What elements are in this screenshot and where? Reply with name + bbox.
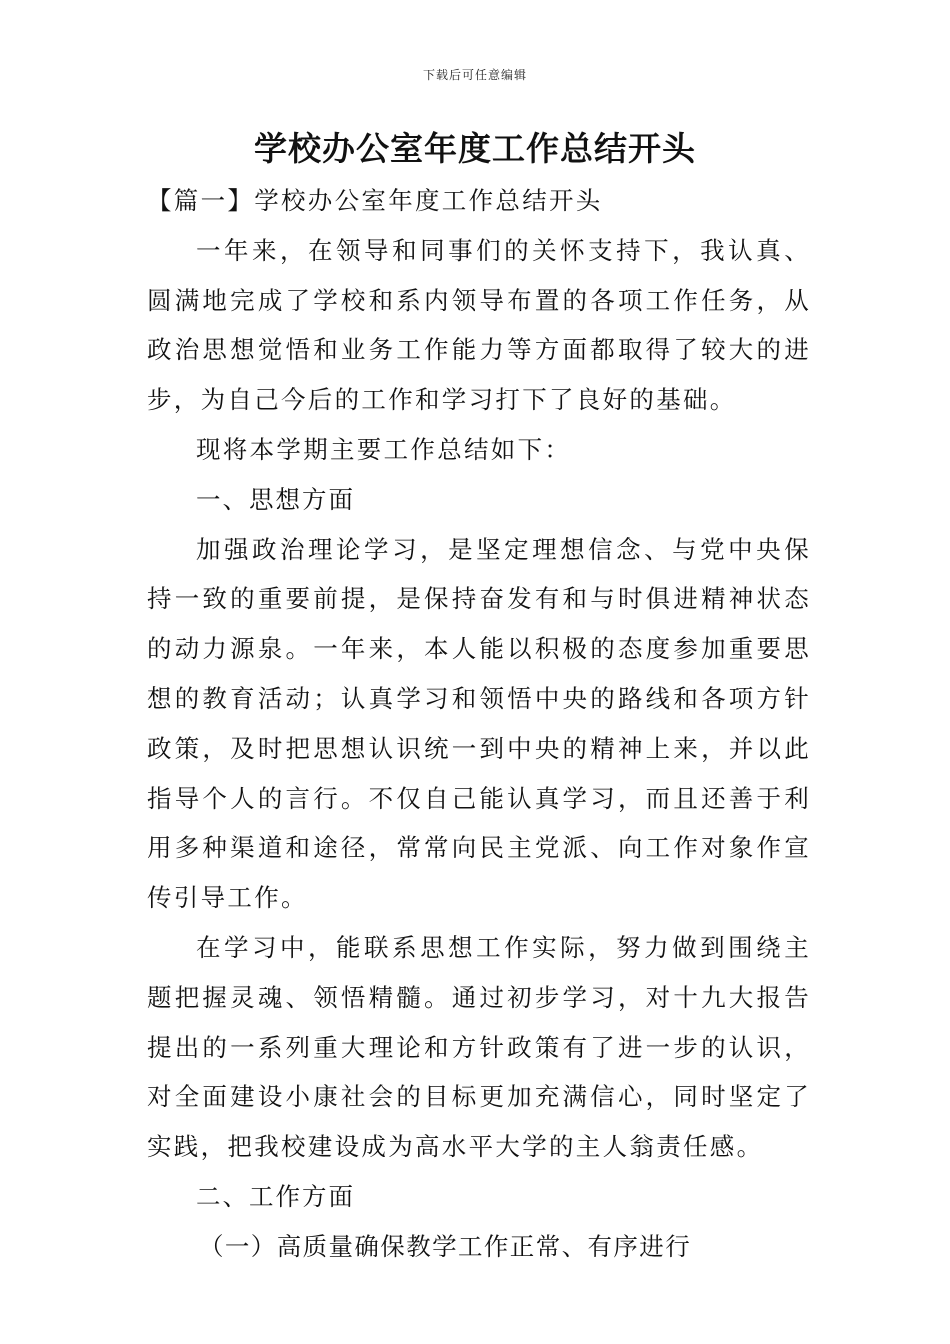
page-header-note: 下载后可任意编辑	[422, 68, 527, 82]
heading-thought: 一、思想方面	[196, 484, 355, 514]
document-title: 学校办公室年度工作总结开头	[254, 129, 696, 168]
thought-paragraph-1: 加强政治理论学习，是坚定理想信念、与党中央保持一致的重要前提，是保持奋发有和与时俱进精神状态的动力源泉。一年来，本人能以积极的态度参加重要思想的教育活动；认真学习和领悟中央的路线和各项方针政策，及时把思想认识统一到中央的精神上来，并以此指导个人的言行。不仅自己能认真学习，而且还善于利用多种渠道和途径，常常向民主党派、向工作对象作宣传引导工作。	[147, 534, 811, 913]
thought-paragraph-2: 在学习中，能联系思想工作实际，努力做到围绕主题把握灵魂、领悟精髓。通过初步学习，对十九大报告提出的一系列重大理论和方针政策有了进一步的认识，对全面建设小康社会的目标更加充满信心，同时坚定了实践，把我校建设成为高水平大学的主人翁责任感。	[147, 932, 811, 1162]
section-subtitle: 【篇一】学校办公室年度工作总结开头	[147, 186, 603, 215]
document-body	[147, 176, 811, 1272]
summary-lead-paragraph: 现将本学期主要工作总结如下：	[196, 434, 572, 464]
intro-paragraph: 一年来，在领导和同事们的关怀支持下，我认真、圆满地完成了学校和系内领导布置的各项工作任务，从政治思想觉悟和业务工作能力等方面都取得了较大的进步，为自己今后的工作和学习打下了良好的基础。	[147, 235, 811, 415]
subheading-teaching: （一）高质量确保教学工作正常、有序进行	[199, 1231, 692, 1261]
heading-work: 二、工作方面	[196, 1181, 355, 1211]
